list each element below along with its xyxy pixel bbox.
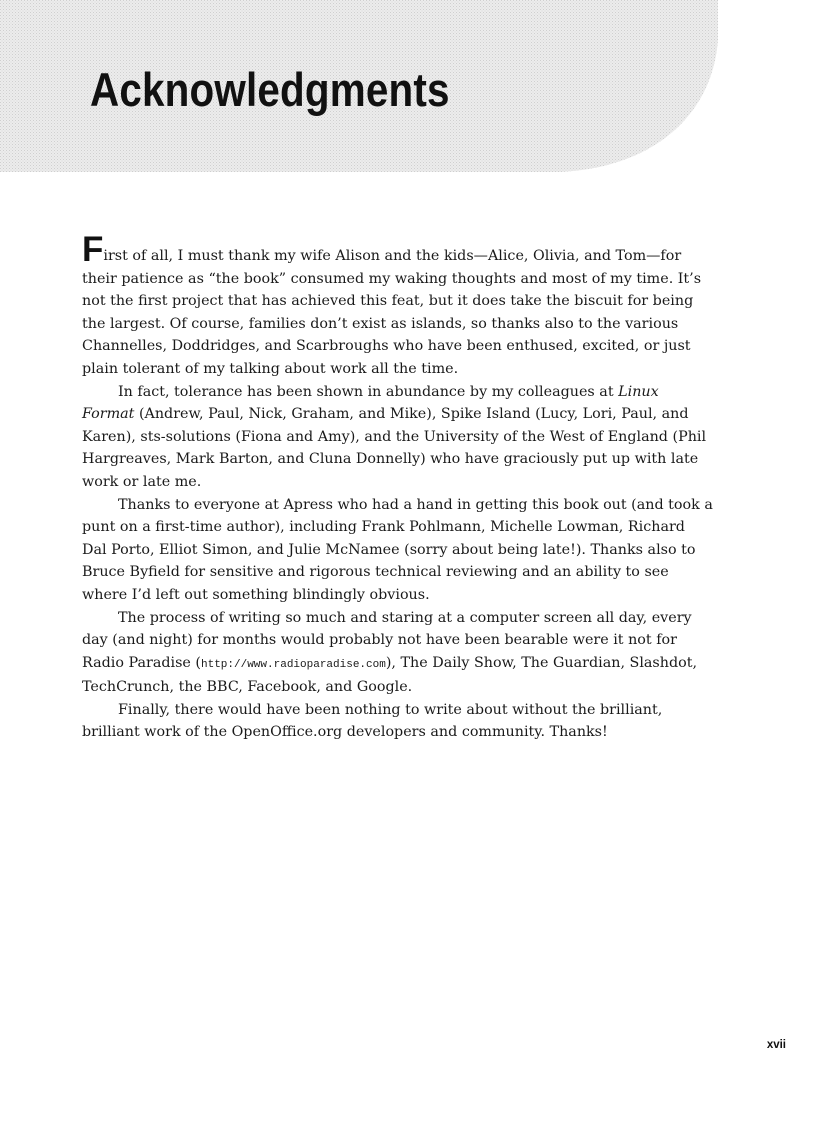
radio-paradise-url: http://www.radioparadise.com (201, 658, 386, 671)
paragraph-4 (82, 607, 714, 699)
paragraph-4-text-after: ), The Daily Show, The Guardian, Slashdot, TechCrunch, the BBC, Facebook, and Google. (82, 654, 698, 696)
paragraph-3-text: Thanks to everyone at Apress who had a hand in getting this book out (and took a punt on a first-time author), including Frank Pohlmann, Michelle Lowman, Richard Dal Porto, Elliot Simon, and Julie McNamee (sorry about being late!). Thanks also to Bruce Byfield for sensitive and rigorous technical reviewing and an ability to see where I’d left out something blindingly obvious. (82, 496, 713, 603)
paragraph-1-text: irst of all, I must thank my wife Alison and the kids—Alice, Olivia, and Tom—for their patience as “the book” consumed my waking thoughts and most of my time. It’s not the first project that has achieved this feat, but it does take the biscuit for being the largest. Of course, families don’t exist as islands, so thanks also to the various Channelles, Doddridges, and Scarbroughs who have been enthused, excited, or just plain tolerant of my talking about work all the time. (82, 248, 702, 377)
paragraph-2-text-after: (Andrew, Paul, Nick, Graham, and Mike), Spike Island (Lucy, Lori, Paul, and Karen), sts-solutions (Fiona and Amy), and the University of the West of England (Phil Hargreaves, Mark Barton, and Cluna Donnelly) who have graciously put up with late work or late me. (82, 406, 707, 490)
paragraph-2 (82, 381, 714, 494)
paragraph-5 (82, 699, 714, 744)
magazine-title: Linux Format (82, 383, 659, 423)
acknowledgments-body (82, 230, 714, 744)
page-number: xvii (766, 1039, 786, 1051)
paragraph-2-text-before: In fact, tolerance has been shown in abundance by my colleagues at (118, 383, 619, 400)
chapter-title: Acknowledgments (90, 63, 450, 116)
paragraph-3 (82, 494, 714, 607)
paragraph-5-text: Finally, there would have been nothing to write about without the brilliant, brilliant work of the OpenOffice.org developers and community. Thanks! (82, 701, 663, 741)
paragraph-1 (82, 230, 714, 381)
paragraph-4-text-before: The process of writing so much and staring at a computer screen all day, every day (and night) for months would probably not have been bearable were it not for Radio Paradise ( (82, 609, 692, 671)
drop-cap: F (82, 230, 104, 269)
